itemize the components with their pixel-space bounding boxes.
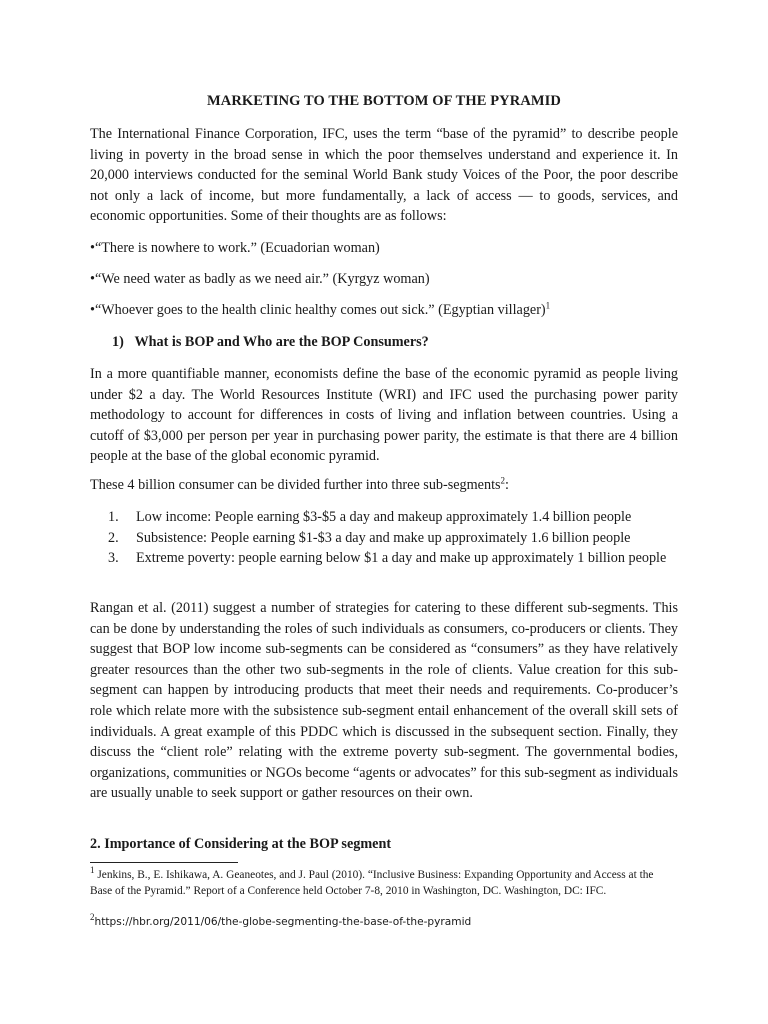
footnote-ref: 2 xyxy=(500,475,506,486)
section-heading-1 xyxy=(112,332,429,352)
quote-item: •“We need water as badly as we need air.” (Kyrgyz woman) xyxy=(90,271,430,287)
list-text: Low income: People earning $3-$5 a day and makeup approximately 1.4 billion people xyxy=(136,509,632,525)
footnote-divider xyxy=(90,862,238,863)
bop-definition-paragraph: In a more quantifiable manner, economists define the base of the economic pyramid as people living under $2 a day. The World Resources Institute (WRI) and IFC used the purchasing power parity methodology to account for differences in costs of living and inflation between countries. Using a cutoff of $3,000 per person per year in purchasing power parity, the estimate is that there are 4 billion people at the base of the global economic pyramid. xyxy=(90,366,678,465)
quote-text: •“Whoever goes to the health clinic healthy comes out sick.” (Egyptian villager) xyxy=(90,302,546,318)
intro-paragraph: The International Finance Corporation, IFC, uses the term “base of the pyramid” to describe people living in poverty in the broad sense in which the poor themselves understand and experience it. In 20,000 interviews conducted for the seminal World Bank study Voices of the Poor, the poor describe not only a lack of income, but more fundamentally, a lack of access — to goods, services, and economic opportunities. Some of their thoughts are as follows: xyxy=(90,126,678,225)
footnote-mark: 1 xyxy=(90,865,95,876)
footnote-url-link[interactable]: https://hbr.org/2011/06/the-globe-segmenting-the-base-of-the-pyramid xyxy=(94,916,472,928)
footnote-ref: 1 xyxy=(545,300,551,311)
footnote-text: Jenkins, B., E. Ishikawa, A. Geaneotes, and J. Paul (2010). “Inclusive Business: Expanding Opportunity and Access at the Base of the Pyramid.” Report of a Conference held October 7-8, 2010 in Washington, DC. Washington, DC: IFC. xyxy=(90,869,654,897)
list-number: 3. xyxy=(108,550,119,567)
footnote-1 xyxy=(90,865,670,899)
quote-item-with-footnote xyxy=(90,300,678,320)
list-item xyxy=(108,507,678,528)
list-text: Extreme poverty: people earning below $1 a day and make up approximately 1 billion people xyxy=(136,550,667,567)
section-number: 1) xyxy=(112,334,124,350)
list-item xyxy=(108,548,678,569)
segments-list xyxy=(108,507,678,569)
footnote-2 xyxy=(90,912,670,931)
list-item xyxy=(108,528,678,549)
sub-segments-colon: : xyxy=(505,477,509,493)
sub-segments-text: These 4 billion consumer can be divided further into three sub-segments xyxy=(90,477,501,493)
sub-segments-intro xyxy=(90,475,678,496)
list-text: Subsistence: People earning $1-$3 a day and make up approximately 1.6 billion people xyxy=(136,529,631,546)
strategies-paragraph: Rangan et al. (2011) suggest a number of strategies for catering to these different sub-segments. This can be done by understanding the roles of such individuals as consumers, co-producers or clients. They suggest that BOP low income sub-segments can be considered as “consumers” as they have relatively greater resources than the other two sub-segments in the role of clients. Value creation for this sub-segment can happen by introducing products that meet their needs and requirements. Co-producer’s role which relate more with the subsistence sub-segment entail enhancement of the overall skill sets of individuals. A great example of this PDDC which is discussed in the subsequent section. Finally, they discuss the “client role” relating with the extreme poverty sub-segment. The governmental bodies, organizations, communities or NGOs become “agents or advocates” for this sub-segment as individuals are usually unable to seek support or gather resources on their own. xyxy=(90,600,678,802)
document-title: MARKETING TO THE BOTTOM OF THE PYRAMID xyxy=(206,93,561,109)
quote-item: •“There is nowhere to work.” (Ecuadorian woman) xyxy=(90,240,380,256)
list-number: 1. xyxy=(108,509,119,525)
section-heading-2: 2. Importance of Considering at the BOP segment xyxy=(90,836,392,852)
footnote-mark: 2 xyxy=(90,912,95,923)
list-number: 2. xyxy=(108,529,119,546)
section-title: What is BOP and Who are the BOP Consumers? xyxy=(134,334,429,350)
